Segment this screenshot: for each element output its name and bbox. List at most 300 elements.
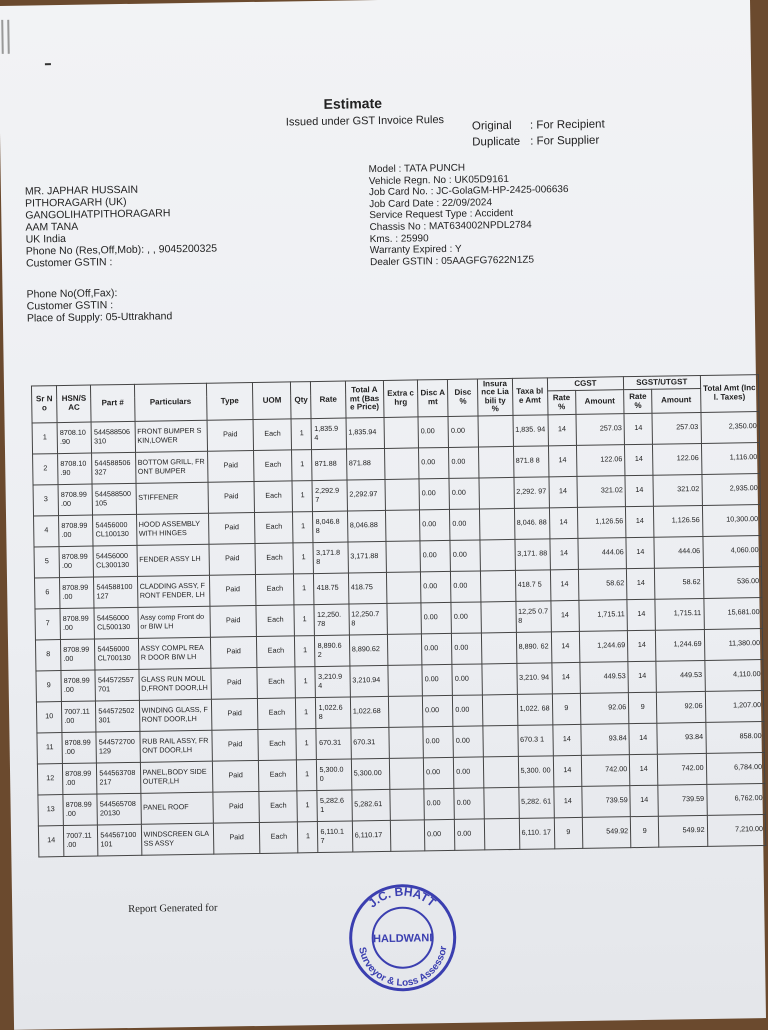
customer-address-line: AAM TANA bbox=[25, 220, 79, 234]
cell-part: 54456000 CL500130 bbox=[94, 607, 138, 639]
cell-empty bbox=[484, 756, 519, 788]
cell-disc: 0.00 bbox=[419, 447, 450, 478]
cell-sr: 6 bbox=[34, 577, 60, 608]
cell-hsn: 8708.10 .90 bbox=[57, 422, 92, 454]
cell-part: 544572502 301 bbox=[96, 700, 140, 732]
cell-cr: 14 bbox=[554, 786, 583, 817]
cell-part: 54456000 CL700130 bbox=[95, 638, 139, 670]
cell-empty bbox=[481, 601, 516, 633]
cell-uom: Each bbox=[255, 543, 294, 575]
cell-desc: WINDSCREEN GLASS ASSY bbox=[141, 823, 214, 855]
cell-qty: 1 bbox=[293, 511, 314, 542]
cell-sr: 9 bbox=[36, 670, 62, 701]
cell-sr2: 14 bbox=[629, 723, 658, 754]
cell-sr: 13 bbox=[38, 794, 64, 825]
cell-sr2: 14 bbox=[629, 754, 658, 785]
cell-type: Paid bbox=[213, 822, 260, 854]
cell-rate: 6,110.1 7 bbox=[318, 821, 353, 853]
cell-qty: 1 bbox=[294, 604, 315, 635]
report-footer: Report Generated for bbox=[128, 902, 218, 916]
cell-sr2: 14 bbox=[627, 630, 656, 661]
cell-sr2: 9 bbox=[630, 816, 659, 847]
cell-hsn: 8708.99 .00 bbox=[60, 608, 95, 640]
col-rate: Rate bbox=[311, 381, 346, 418]
cell-empty bbox=[390, 789, 425, 821]
col-uom: UOM bbox=[253, 382, 292, 419]
cell-rate: 8,046.8 8 bbox=[313, 511, 348, 543]
duplicate-value: : For Supplier bbox=[530, 134, 600, 148]
cell-discp: 0.00 bbox=[454, 788, 485, 819]
cell-desc: PANEL,BODY SIDE OUTER,LH bbox=[140, 761, 213, 793]
cell-ca: 444.06 bbox=[578, 537, 627, 569]
col-disc-amt: Disc Amt bbox=[417, 379, 448, 416]
cell-uom: Each bbox=[253, 419, 292, 451]
cell-taxable: 670.3 1 bbox=[517, 724, 553, 756]
cell-total: 1,835.94 bbox=[346, 417, 385, 449]
cell-rate: 670.31 bbox=[316, 728, 351, 760]
cell-grand: 4,060.00 bbox=[702, 535, 761, 567]
cell-sr: 5 bbox=[34, 546, 60, 577]
cell-grand: 6,762.00 bbox=[706, 783, 765, 815]
cell-sa: 58.62 bbox=[655, 567, 704, 599]
cell-disc: 0.00 bbox=[420, 571, 451, 602]
dealer-gstin: Dealer GSTIN : 05AAGFG7622N1Z5 bbox=[369, 254, 535, 268]
col-grand-total: Total Amt (Incl. Taxes) bbox=[700, 375, 759, 413]
cell-empty bbox=[384, 448, 419, 480]
cell-grand: 858.00 bbox=[705, 721, 764, 753]
col-hsn: HSN/S AC bbox=[57, 385, 92, 422]
cell-grand: 10,300.00 bbox=[702, 504, 761, 536]
cell-type: Paid bbox=[213, 791, 260, 823]
cell-uom: Each bbox=[259, 759, 298, 791]
cell-discp: 0.00 bbox=[452, 664, 483, 695]
col-sgst-rate: Rate % bbox=[624, 390, 653, 414]
cell-ca: 1,126.56 bbox=[577, 506, 626, 538]
place-of-supply: Place of Supply: 05-Uttrakhand bbox=[26, 310, 173, 325]
cell-hsn: 8708.10 .90 bbox=[58, 453, 93, 485]
cell-hsn: 8708.99 .00 bbox=[61, 639, 96, 671]
col-cgst-amount: Amount bbox=[575, 390, 624, 414]
cell-part: 544572700 129 bbox=[96, 731, 140, 763]
cell-part: 544588506 310 bbox=[91, 421, 135, 453]
cell-sr2: 14 bbox=[627, 599, 656, 630]
cell-uom: Each bbox=[254, 450, 293, 482]
original-label: Original bbox=[471, 119, 512, 133]
cell-empty bbox=[483, 694, 518, 726]
cell-discp: 0.00 bbox=[449, 478, 480, 509]
cell-ca: 739.59 bbox=[582, 785, 631, 817]
cell-hsn: 8708.99 .00 bbox=[61, 670, 96, 702]
col-extra: Extra chrg bbox=[383, 380, 418, 417]
cell-disc: 0.00 bbox=[421, 602, 452, 633]
cell-total: 2,292.97 bbox=[347, 479, 386, 511]
cell-desc: FENDER ASSY LH bbox=[137, 544, 210, 576]
cell-desc: Assy comp Front door BIW LH bbox=[137, 606, 210, 638]
cell-disc: 0.00 bbox=[424, 819, 455, 850]
cell-empty bbox=[484, 787, 519, 819]
cell-total: 12,250.7 8 bbox=[349, 603, 388, 635]
col-cgst: CGST bbox=[547, 377, 624, 392]
cell-empty bbox=[386, 541, 421, 573]
cell-qty: 1 bbox=[296, 697, 317, 728]
cell-ca: 449.53 bbox=[580, 661, 629, 693]
job-card-no: Job Card No. : JC-GolaGM-HP-2425-006636 bbox=[368, 184, 569, 199]
cell-discp: 0.00 bbox=[450, 540, 481, 571]
cell-hsn: 7007.11 .00 bbox=[64, 825, 99, 857]
cell-desc: CLADDING ASSY, FRONT FENDER, LH bbox=[137, 575, 210, 607]
cell-qty: 1 bbox=[295, 635, 316, 666]
cell-empty bbox=[481, 570, 516, 602]
cell-rate: 2,292.9 7 bbox=[312, 480, 347, 512]
cell-cr: 14 bbox=[552, 662, 581, 693]
duplicate-label: Duplicate bbox=[472, 135, 521, 149]
cell-cr: 14 bbox=[549, 476, 578, 507]
cell-discp: 0.00 bbox=[453, 695, 484, 726]
cell-type: Paid bbox=[207, 450, 254, 482]
cell-sa: 93.84 bbox=[657, 722, 706, 754]
cell-taxable: 3,210. 94 bbox=[516, 662, 552, 694]
cell-type: Paid bbox=[209, 543, 256, 575]
cell-sa: 549.92 bbox=[659, 815, 708, 847]
cell-hsn: 7007.11 .00 bbox=[62, 701, 97, 733]
cell-disc: 0.00 bbox=[421, 633, 452, 664]
cell-sr2: 9 bbox=[628, 692, 657, 723]
cell-rate: 1,835.9 4 bbox=[312, 418, 347, 450]
cell-discp: 0.00 bbox=[455, 819, 486, 850]
cell-total: 3,210.94 bbox=[350, 665, 389, 697]
cell-part: 54456000 CL300130 bbox=[93, 545, 137, 577]
cell-type: Paid bbox=[208, 512, 255, 544]
cell-grand: 536.00 bbox=[703, 566, 762, 598]
cell-empty bbox=[479, 446, 514, 478]
cell-sa: 449.53 bbox=[656, 660, 705, 692]
cell-type: Paid bbox=[211, 667, 258, 699]
cell-desc: GLASS RUN MOULD,FRONT DOOR,LH bbox=[138, 668, 211, 700]
customer-details bbox=[25, 183, 218, 270]
cell-rate: 1,022.6 8 bbox=[316, 697, 351, 729]
cell-desc: WINDING GLASS, FRONT DOOR,LH bbox=[139, 699, 212, 731]
cell-grand: 7,210.00 bbox=[707, 814, 766, 846]
cell-disc: 0.00 bbox=[422, 695, 453, 726]
cell-empty bbox=[480, 508, 515, 540]
vehicle-model: Model : TATA PUNCH bbox=[368, 162, 466, 176]
job-card-date: Job Card Date : 22/09/2024 bbox=[369, 197, 493, 210]
cell-empty bbox=[479, 477, 514, 509]
cell-uom: Each bbox=[257, 636, 296, 668]
cell-rate: 8,890.6 2 bbox=[315, 635, 350, 667]
mark bbox=[45, 63, 51, 65]
cell-grand: 15,681.00 bbox=[703, 597, 762, 629]
cell-cr: 14 bbox=[548, 414, 577, 445]
cell-empty bbox=[478, 415, 513, 447]
cell-grand: 11,380.00 bbox=[704, 628, 763, 660]
cell-type: Paid bbox=[211, 698, 258, 730]
estimate-items-table bbox=[31, 374, 766, 857]
cell-uom: Each bbox=[254, 481, 293, 513]
cell-taxable: 8,046. 88 bbox=[514, 507, 550, 539]
cell-part: 544565708 20130 bbox=[97, 793, 141, 825]
cell-total: 1,022.68 bbox=[350, 696, 389, 728]
cell-cr: 14 bbox=[550, 569, 579, 600]
cell-ca: 549.92 bbox=[582, 816, 631, 848]
cell-desc: FRONT BUMPER SKIN,LOWER bbox=[135, 420, 208, 452]
document-subtitle: Issued under GST Invoice Rules bbox=[285, 113, 445, 129]
cell-empty bbox=[388, 665, 423, 697]
cell-discp: 0.00 bbox=[448, 416, 479, 447]
cell-taxable: 5,282. 61 bbox=[518, 786, 554, 818]
table-body bbox=[32, 411, 766, 856]
cell-cr: 9 bbox=[554, 817, 583, 848]
warranty-status: Warranty Expired : Y bbox=[369, 243, 462, 257]
cell-taxable: 3,171. 88 bbox=[514, 538, 550, 570]
cell-empty bbox=[483, 725, 518, 757]
col-insurance: Insura nce Liabili ty % bbox=[478, 378, 513, 415]
cell-sr: 14 bbox=[38, 825, 64, 856]
col-sgst-amount: Amount bbox=[652, 389, 701, 413]
cell-ca: 92.06 bbox=[580, 692, 629, 724]
cell-qty: 1 bbox=[292, 480, 313, 511]
cell-disc: 0.00 bbox=[423, 757, 454, 788]
cell-sr2: 14 bbox=[625, 475, 654, 506]
cell-sr: 2 bbox=[33, 453, 59, 484]
cell-taxable: 6,110. 17 bbox=[519, 817, 555, 849]
cell-desc: PANEL ROOF bbox=[140, 792, 213, 824]
stamp-center-text: HALDWANI bbox=[372, 932, 433, 946]
cell-total: 670.31 bbox=[351, 727, 390, 759]
supply-details bbox=[26, 286, 172, 324]
cell-qty: 1 bbox=[297, 790, 318, 821]
cell-part: 544588506 327 bbox=[92, 452, 136, 484]
cell-uom: Each bbox=[255, 512, 294, 544]
cell-empty bbox=[389, 727, 424, 759]
cell-sr2: 14 bbox=[627, 568, 656, 599]
cell-grand: 4,110.00 bbox=[704, 659, 763, 691]
service-request-type: Service Request Type : Accident bbox=[369, 208, 514, 222]
cell-sr2: 14 bbox=[624, 413, 653, 444]
cell-sr: 8 bbox=[35, 639, 61, 670]
chassis-no: Chassis No : MAT634002NPDL2784 bbox=[369, 219, 532, 234]
cell-rate: 418.75 bbox=[314, 573, 349, 605]
col-sgst: SGST/UTGST bbox=[624, 375, 701, 390]
col-total-amt: Total Amt (Base Price) bbox=[345, 380, 384, 417]
cell-hsn: 8708.99 .00 bbox=[63, 763, 98, 795]
customer-name: MR. JAPHAR HUSSAIN bbox=[24, 183, 139, 198]
cell-taxable: 2,292. 97 bbox=[513, 477, 549, 509]
supply-customer-gstin: Customer GSTIN : bbox=[26, 299, 114, 313]
cell-empty bbox=[388, 696, 423, 728]
cell-taxable: 12,25 0.78 bbox=[515, 600, 551, 632]
cell-type: Paid bbox=[208, 481, 255, 513]
cell-disc: 0.00 bbox=[419, 509, 450, 540]
cell-total: 871.88 bbox=[346, 448, 385, 480]
cell-cr: 14 bbox=[553, 724, 582, 755]
cell-rate: 871.88 bbox=[312, 449, 347, 481]
cell-sa: 1,715.11 bbox=[655, 598, 704, 630]
cell-ca: 122.06 bbox=[576, 444, 625, 476]
cell-cr: 14 bbox=[553, 755, 582, 786]
cell-ca: 58.62 bbox=[578, 568, 627, 600]
cell-taxable: 1,022. 68 bbox=[517, 693, 553, 725]
cell-hsn: 8708.99 .00 bbox=[63, 794, 98, 826]
cell-desc: ASSY COMPL REAR DOOR BIW LH bbox=[138, 637, 211, 669]
supply-phone: Phone No(Off,Fax): bbox=[26, 287, 118, 301]
cell-grand: 1,116.00 bbox=[701, 442, 760, 474]
cell-rate: 3,171.8 8 bbox=[313, 542, 348, 574]
cell-type: Paid bbox=[209, 574, 256, 606]
copy-designation bbox=[472, 116, 605, 150]
cell-sa: 444.06 bbox=[654, 536, 703, 568]
col-taxable: Taxa ble Amt bbox=[512, 378, 548, 415]
cell-rate: 3,210.9 4 bbox=[315, 666, 350, 698]
cell-qty: 1 bbox=[296, 728, 317, 759]
cell-ca: 321.02 bbox=[577, 475, 626, 507]
cell-disc: 0.00 bbox=[422, 664, 453, 695]
cell-qty: 1 bbox=[298, 821, 319, 852]
cell-empty bbox=[389, 758, 424, 790]
col-disc-pct: Disc % bbox=[448, 379, 479, 416]
binder-mark bbox=[1, 20, 10, 54]
cell-ca: 257.03 bbox=[576, 413, 625, 445]
cell-hsn: 8708.99 .00 bbox=[62, 732, 97, 764]
cell-sa: 122.06 bbox=[653, 443, 702, 475]
cell-taxable: 8,890. 62 bbox=[516, 631, 552, 663]
cell-sa: 1,126.56 bbox=[654, 505, 703, 537]
cell-empty bbox=[485, 818, 520, 850]
cell-empty bbox=[480, 539, 515, 571]
cell-cr: 14 bbox=[551, 631, 580, 662]
cell-empty bbox=[387, 603, 422, 635]
cell-part: 54456000 CL100130 bbox=[93, 514, 137, 546]
cell-cr: 9 bbox=[552, 693, 581, 724]
cell-uom: Each bbox=[257, 667, 296, 699]
col-part: Part # bbox=[91, 384, 135, 421]
cell-qty: 1 bbox=[295, 666, 316, 697]
cell-discp: 0.00 bbox=[451, 571, 482, 602]
cell-sr2: 14 bbox=[626, 537, 655, 568]
cell-total: 418.75 bbox=[348, 572, 387, 604]
cell-cr: 14 bbox=[550, 538, 579, 569]
cell-empty bbox=[386, 572, 421, 604]
cell-total: 8,890.62 bbox=[349, 634, 388, 666]
col-type: Type bbox=[206, 383, 253, 420]
cell-grand: 2,935.00 bbox=[701, 473, 760, 505]
kms: Kms. : 25990 bbox=[369, 232, 429, 245]
cell-sr: 3 bbox=[33, 484, 59, 515]
cell-disc: 0.00 bbox=[424, 788, 455, 819]
cell-type: Paid bbox=[212, 760, 259, 792]
customer-address-line: GANGOLIHATPITHORAGARH bbox=[25, 207, 171, 222]
cell-sr2: 14 bbox=[625, 444, 654, 475]
cell-qty: 1 bbox=[294, 573, 315, 604]
cell-qty: 1 bbox=[293, 542, 314, 573]
cell-hsn: 8708.99 .00 bbox=[60, 577, 95, 609]
cell-desc: RUB RAIL ASSY, FRONT DOOR,LH bbox=[139, 730, 212, 762]
cell-sr: 10 bbox=[36, 701, 62, 732]
customer-gstin: Customer GSTIN : bbox=[25, 256, 113, 270]
cell-ca: 93.84 bbox=[581, 723, 630, 755]
col-sr: Sr No bbox=[31, 386, 57, 423]
cell-type: Paid bbox=[210, 605, 257, 637]
cell-part: 544572557 701 bbox=[95, 669, 139, 701]
cell-sa: 92.06 bbox=[657, 691, 706, 723]
cell-discp: 0.00 bbox=[449, 447, 480, 478]
cell-taxable: 871.8 8 bbox=[513, 446, 549, 478]
cell-part: 544588500 105 bbox=[92, 483, 136, 515]
cell-cr: 14 bbox=[551, 600, 580, 631]
cell-sa: 742.00 bbox=[658, 753, 707, 785]
cell-uom: Each bbox=[258, 698, 297, 730]
cell-total: 5,282.61 bbox=[352, 789, 391, 821]
cell-type: Paid bbox=[212, 729, 259, 761]
col-qty: Qty bbox=[291, 382, 312, 419]
cell-cr: 14 bbox=[548, 445, 577, 476]
cell-empty bbox=[390, 819, 425, 851]
cell-discp: 0.00 bbox=[453, 726, 484, 757]
cell-discp: 0.00 bbox=[454, 757, 485, 788]
cell-sr2: 14 bbox=[626, 506, 655, 537]
cell-uom: Each bbox=[256, 574, 295, 606]
cell-sr: 1 bbox=[32, 422, 58, 453]
cell-uom: Each bbox=[256, 605, 295, 637]
cell-empty bbox=[384, 417, 419, 449]
cell-cr: 14 bbox=[549, 507, 578, 538]
vehicle-regn: Vehicle Regn. No : UK05D9161 bbox=[368, 173, 509, 187]
cell-ca: 1,715.11 bbox=[579, 599, 628, 631]
cell-sa: 321.02 bbox=[653, 474, 702, 506]
cell-hsn: 8708.99 .00 bbox=[58, 484, 93, 516]
cell-sa: 1,244.69 bbox=[656, 629, 705, 661]
cell-desc: BOTTOM GRILL, FRONT BUMPER bbox=[135, 451, 208, 483]
cell-taxable: 418.7 5 bbox=[515, 569, 551, 601]
customer-phone: Phone No (Res,Off,Mob): , , 9045200325 bbox=[25, 242, 218, 258]
cell-sr2: 14 bbox=[630, 785, 659, 816]
cell-discp: 0.00 bbox=[451, 602, 482, 633]
document-title: Estimate bbox=[323, 94, 383, 112]
cell-part: 544563708 217 bbox=[97, 762, 141, 794]
cell-sr: 7 bbox=[35, 608, 61, 639]
cell-empty bbox=[385, 479, 420, 511]
cell-sr: 11 bbox=[37, 732, 63, 763]
col-particulars: Particulars bbox=[134, 383, 207, 421]
cell-grand: 2,350.00 bbox=[700, 411, 759, 443]
cell-qty: 1 bbox=[292, 449, 313, 480]
cell-desc: STIFFENER bbox=[136, 482, 209, 514]
cell-grand: 6,784.00 bbox=[706, 752, 765, 784]
cell-disc: 0.00 bbox=[419, 478, 450, 509]
surveyor-stamp bbox=[346, 881, 460, 995]
cell-grand: 1,207.00 bbox=[705, 690, 764, 722]
cell-discp: 0.00 bbox=[452, 633, 483, 664]
cell-qty: 1 bbox=[297, 759, 318, 790]
cell-sa: 739.59 bbox=[658, 784, 707, 816]
cell-sr2: 14 bbox=[628, 661, 657, 692]
cell-uom: Each bbox=[259, 790, 298, 822]
cell-sr: 12 bbox=[37, 763, 63, 794]
cell-disc: 0.00 bbox=[418, 416, 449, 447]
cell-rate: 5,300.0 0 bbox=[317, 759, 352, 791]
cell-total: 6,110.17 bbox=[352, 820, 391, 852]
cell-total: 5,300.00 bbox=[351, 758, 390, 790]
cell-discp: 0.00 bbox=[450, 509, 481, 540]
original-value: : For Recipient bbox=[529, 118, 605, 132]
cell-qty: 1 bbox=[291, 418, 312, 449]
col-cgst-rate: Rate % bbox=[547, 391, 576, 415]
cell-empty bbox=[482, 632, 517, 664]
cell-total: 8,046.88 bbox=[347, 510, 386, 542]
cell-sa: 257.03 bbox=[652, 412, 701, 444]
cell-hsn: 8708.99 .00 bbox=[59, 515, 94, 547]
customer-address-line: PITHORAGARH (UK) bbox=[25, 195, 127, 210]
